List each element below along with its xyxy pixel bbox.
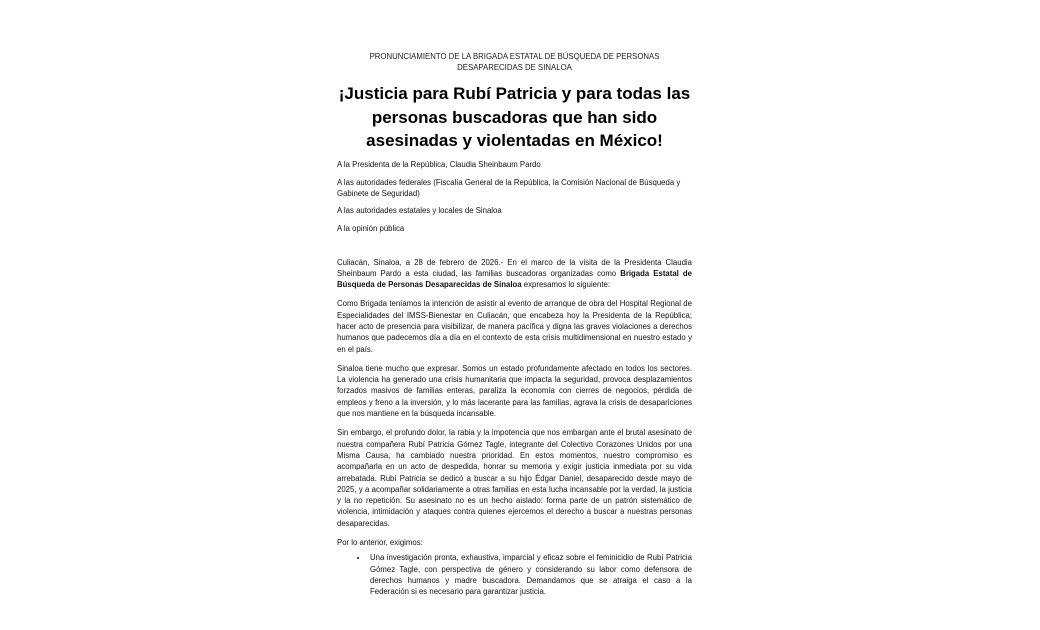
document-title: ¡Justicia para Rubí Patricia y para todas las personas buscadoras que han sido asesinadas y violentadas en México! xyxy=(338,84,691,150)
demands-intro: Por lo anterior, exigimos: xyxy=(337,538,423,548)
paragraph-intent: Como Brigada teníamos la intención de asistir al evento de arranque de obra del Hospital Regional de Especialidades del IMSS-Bienestar en Culiacán, que encabeza hoy la Presidenta de la República; hacer acto de presencia para visibilizar, de manera pacífica y digna las graves violaciones a derechos humanos que padecemos día a día en el contexto de esta crisis multidimensional en nuestro estado y en el país. xyxy=(337,299,692,354)
demand-item-investigation: • Una investigación pronta, exhaustiva, imparcial y eficaz sobre el feminicidio de Rubí Patricia Gómez Tagle, con perspectiva de género y considerando su labor como defensora de derechos humanos y madre buscadora. Demandamos que se atraiga el caso a la Federación si es necesario para garantizar justicia. xyxy=(368,552,692,597)
addressee-list xyxy=(337,159,692,234)
addressee-line-state-authorities: A las autoridades estatales y locales de Sinaloa xyxy=(337,206,502,215)
dateline-organization-name: Brigada Estatal de Búsqueda de Personas Desaparecidas de Sinaloa xyxy=(337,268,692,290)
dateline-text-pre: Culiacán, Sinaloa, a 28 de febrero de 2026.- En el marco de la visita de la Presidenta Claudia Sheinbaum Pardo a esta ciudad, las familias buscadoras organizadas como xyxy=(337,257,692,278)
demands-list xyxy=(337,552,692,597)
paragraph-rubi-patricia: Sin embargo, el profundo dolor, la rabia y la impotencia que nos embargan ante el brutal asesinato de nuestra compañera Rubí Patricia Gómez Tagle, integrante del Colectivo Corazones Unidos por una Misma Causa, ha cambiado nuestra prioridad. En estos momentos, nuestro compromiso es acompañarla en un acto de despedida, honrar su memoria y exigir justicia inmediata por su vida arrebatada. Rubí Patricia se dedicó a buscar a su hijo Édgar Daniel, desaparecido desde mayo de 2025, y a acompañar solidariamente a otras familias en esta lucha incansable por la verdad, la justicia y la no repetición. Su asesinato no es un hecho aislado: forma parte de un patrón sistemático de violencia, intimidación y ataques contra quienes ejercemos el derecho a buscar a nuestras personas desaparecidas. xyxy=(337,428,692,528)
dateline-paragraph xyxy=(337,257,692,291)
document-kicker: PRONUNCIAMIENTO DE LA BRIGADA ESTATAL DE BÚSQUEDA DE PERSONAS DESAPARECIDAS DE SINALOA xyxy=(369,52,660,72)
addressee-line-federal-authorities: A las autoridades federales (Fiscalía General de la República, la Comisión Nacional de Búsqueda y Gabinete de Seguridad) xyxy=(337,177,681,198)
addressee-line-public-opinion: A la opinión pública xyxy=(337,223,405,233)
addressee-line-president: A la Presidenta de la República, Claudia Sheinbaum Pardo xyxy=(337,160,541,169)
paragraph-sinaloa-context: Sinaloa tiene mucho que expresar. Somos un estado profundamente afectado en todos los sectores. La violencia ha generado una crisis humanitaria que impacta la seguridad, provoca desplazamientos forzados masivos de familias enteras, paraliza la economía con cierres de negocios, pérdida de empleos y freno a la inversión, y lo más lacerante para las familias, agrava la crisis de desapariciones que nos mantiene en la búsqueda incansable. xyxy=(337,363,692,419)
dateline-text-post: expresamos lo siguiente: xyxy=(521,280,611,290)
document-page xyxy=(337,51,692,598)
